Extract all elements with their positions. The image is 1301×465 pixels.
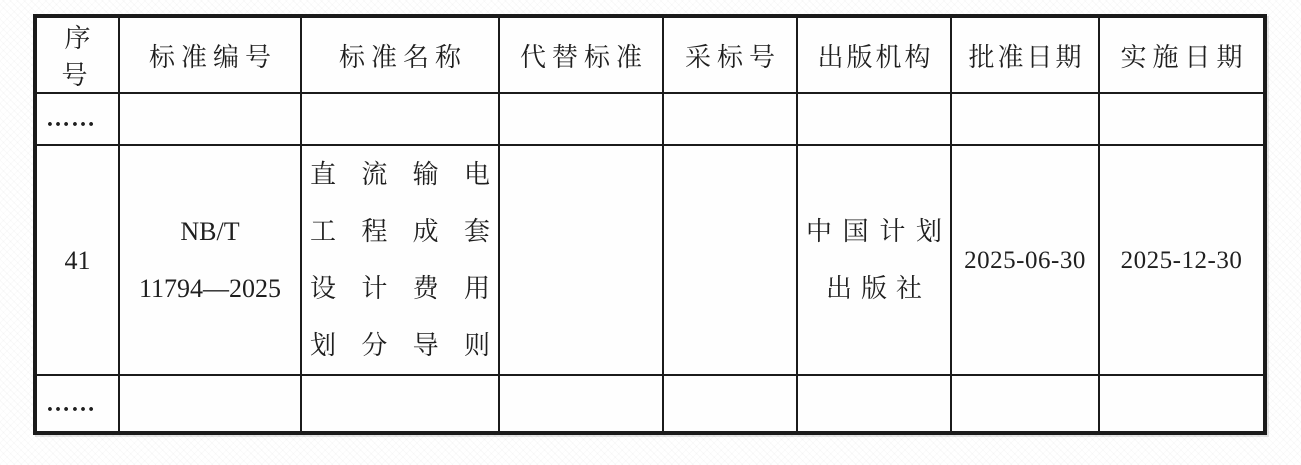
header-approval-date: 批准日期 [951, 16, 1099, 93]
standards-table [33, 14, 1267, 435]
cell-empty [797, 375, 951, 433]
cell-approval-date: 2025-06-30 [951, 145, 1099, 375]
cell-empty [1099, 375, 1265, 433]
standard-code-line-2: 11794—2025 [138, 274, 282, 303]
cell-empty [119, 375, 301, 433]
cell-ellipsis: …… [35, 93, 119, 145]
cell-ellipsis: …… [35, 375, 119, 433]
table-header-row [35, 16, 1265, 93]
header-adopted-code: 采标号 [663, 16, 797, 93]
publisher-line-2: 出版社 [825, 274, 931, 303]
cell-empty [119, 93, 301, 145]
cell-empty [663, 375, 797, 433]
cell-empty [1099, 93, 1265, 145]
publisher-line-1: 中国计划 [806, 217, 942, 246]
standard-name-line-3: 设计费用 [310, 274, 490, 303]
standard-code-line-1: NB/T [180, 217, 240, 246]
cell-empty [499, 375, 663, 433]
table-row-data [35, 145, 1265, 375]
standard-name-line-2: 工程成套 [310, 217, 490, 246]
cell-seq: 41 [35, 145, 119, 375]
cell-empty [301, 375, 499, 433]
standard-name-line-4: 划分导则 [310, 331, 490, 360]
table-row-ellipsis-bottom [35, 375, 1265, 433]
cell-empty [663, 93, 797, 145]
cell-empty [499, 93, 663, 145]
cell-standard-code [119, 145, 301, 375]
header-seq: 序号 [35, 16, 119, 93]
cell-implementation-date: 2025-12-30 [1099, 145, 1265, 375]
cell-replaced-standard [499, 145, 663, 375]
cell-empty [301, 93, 499, 145]
header-replaced-standard: 代替标准 [499, 16, 663, 93]
cell-empty [951, 375, 1099, 433]
header-publisher: 出版机构 [797, 16, 951, 93]
cell-standard-name [301, 145, 499, 375]
cell-empty [951, 93, 1099, 145]
cell-adopted-code [663, 145, 797, 375]
header-standard-name: 标准名称 [301, 16, 499, 93]
header-implementation-date: 实施日期 [1099, 16, 1265, 93]
cell-empty [797, 93, 951, 145]
table-row-ellipsis-top [35, 93, 1265, 145]
cell-publisher [797, 145, 951, 375]
header-standard-code: 标准编号 [119, 16, 301, 93]
standard-name-line-1: 直流输电 [310, 160, 490, 189]
